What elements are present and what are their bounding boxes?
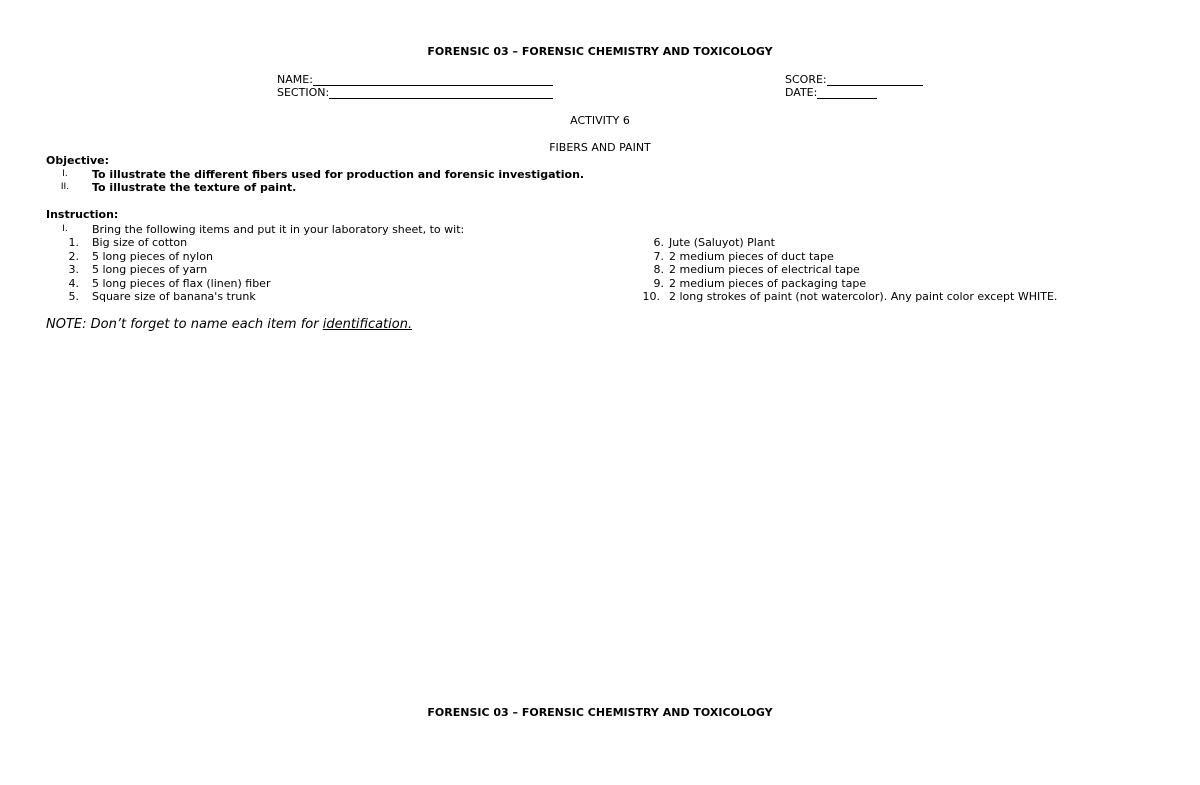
objective-text: To illustrate the different fibers used for production and forensic investigation. [92, 168, 585, 181]
list-text: 2 medium pieces of duct tape [669, 250, 834, 263]
items-list-right [620, 236, 1190, 306]
list-text: 5 long pieces of flax (linen) fiber [92, 277, 271, 290]
list-number: 1. [68, 236, 79, 249]
list-text: 2 medium pieces of electrical tape [669, 263, 860, 276]
note-underlined-text: identification. [322, 317, 413, 332]
objective-item [0, 181, 1200, 195]
list-number: 3. [68, 263, 79, 276]
note-text: NOTE: Don’t forget to name each item for [46, 317, 323, 332]
list-text: Square size of banana's trunk [92, 290, 256, 303]
objective-item [0, 168, 1200, 182]
name-field [277, 73, 553, 86]
list-number: 8. [653, 263, 664, 276]
items-list-left [0, 236, 600, 306]
date-line [817, 87, 877, 99]
list-text: 5 long pieces of nylon [92, 250, 213, 263]
list-text: 2 long strokes of paint (not watercolor). Any paint color except WHITE. [669, 290, 1058, 303]
list-number: 5. [68, 290, 79, 303]
instruction-intro-row [0, 223, 1200, 237]
topic-title: FIBERS AND PAINT [549, 141, 651, 154]
objective-numeral: I. [62, 169, 68, 179]
list-number: 9. [653, 277, 664, 290]
list-number: 2. [68, 250, 79, 263]
list-text: 2 medium pieces of packaging tape [669, 277, 867, 290]
activity-title: ACTIVITY 6 [570, 114, 630, 127]
section-line [329, 87, 553, 99]
score-field [785, 73, 923, 86]
list-text: Big size of cotton [92, 236, 188, 249]
objective-text: To illustrate the texture of paint. [92, 181, 297, 194]
list-number: 7. [653, 250, 664, 263]
date-label: DATE: [785, 86, 818, 99]
list-number: 10. [642, 290, 660, 303]
list-text: 5 long pieces of yarn [92, 263, 208, 276]
objective-numeral: II. [60, 182, 70, 192]
header-title: FORENSIC 03 – FORENSIC CHEMISTRY AND TOXICOLOGY [427, 45, 773, 58]
instruction-intro: Bring the following items and put it in your laboratory sheet, to wit: [92, 223, 465, 236]
name-line [313, 74, 553, 86]
score-line [827, 74, 923, 86]
name-label: NAME: [277, 73, 313, 86]
footer-title: FORENSIC 03 – FORENSIC CHEMISTRY AND TOXICOLOGY [427, 706, 773, 719]
date-field [785, 86, 877, 99]
objective-heading: Objective: [46, 154, 110, 167]
list-number: 4. [68, 277, 79, 290]
section-label: SECTION: [277, 86, 330, 99]
list-text: Jute (Saluyot) Plant [669, 236, 775, 249]
note [46, 317, 412, 332]
score-label: SCORE: [785, 73, 827, 86]
list-number: 6. [653, 236, 664, 249]
instruction-heading: Instruction: [46, 208, 119, 221]
instruction-numeral: I. [62, 224, 68, 234]
section-field [277, 86, 553, 99]
